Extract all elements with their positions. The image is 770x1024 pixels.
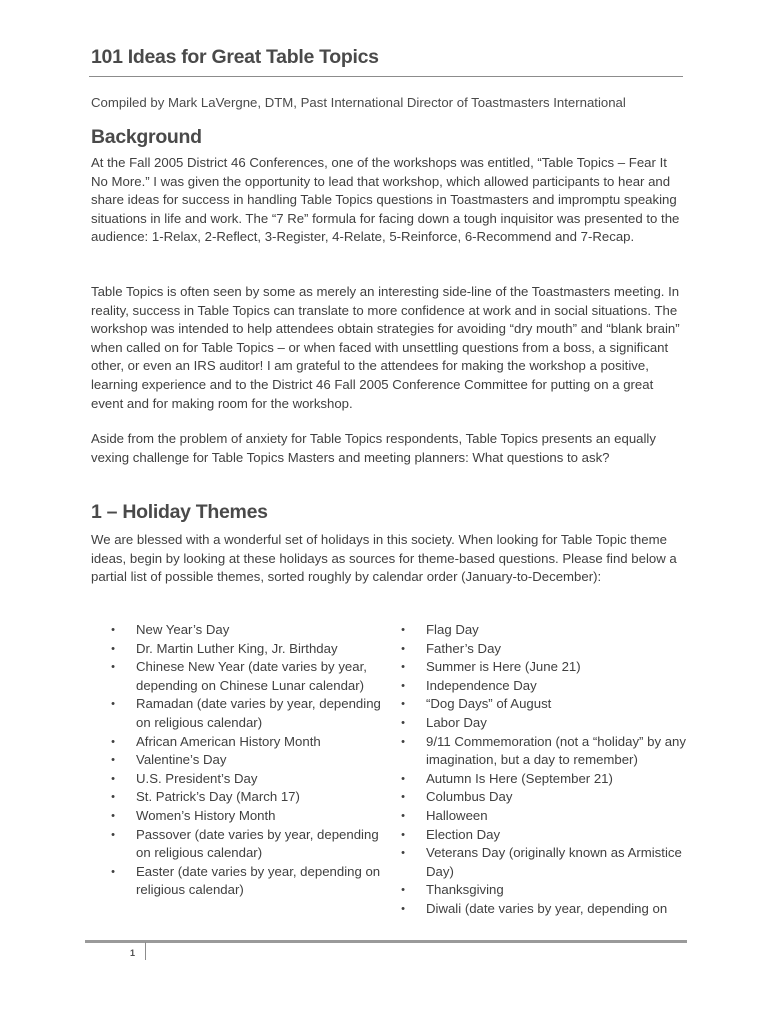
list-item — [398, 714, 690, 733]
holiday-themes-heading: 1 – Holiday Themes — [91, 501, 268, 523]
list-item-text: Diwali (date varies by year, depending on — [426, 900, 668, 916]
page-number: 1 — [130, 948, 136, 958]
list-item-text: 9/11 Commemoration (not a “holiday” by any imagination, but a day to remember) — [426, 733, 686, 768]
bullet-icon: • — [401, 902, 405, 915]
bullet-icon: • — [401, 791, 405, 804]
bullet-icon: • — [111, 828, 115, 841]
list-item-text: Chinese New Year (date varies by year, depending on Chinese Lunar calendar) — [136, 659, 367, 693]
bullet-icon: • — [111, 624, 115, 636]
list-item — [398, 733, 690, 770]
bullet-icon: • — [401, 716, 405, 729]
footer-tick-mark — [145, 942, 146, 960]
list-item — [398, 881, 690, 900]
title-divider — [89, 76, 683, 77]
bullet-icon: • — [401, 698, 405, 711]
background-paragraph-3: Aside from the problem of anxiety for Table Topics respondents, Table Topics presents an equally vexing challenge for Table Topics Masters and meeting planners: What questions to ask? — [91, 431, 656, 465]
list-item-text: Thanksgiving — [426, 882, 504, 898]
holiday-list-left — [108, 621, 388, 900]
list-item-text: Passover (date varies by year, depending on religious calendar) — [136, 826, 379, 861]
list-item-text: “Dog Days” of August — [426, 696, 552, 712]
list-item — [398, 788, 690, 807]
bullet-icon: • — [111, 735, 115, 748]
list-item — [398, 640, 690, 659]
list-item-text: St. Patrick’s Day (March 17) — [136, 789, 300, 805]
bullet-icon: • — [111, 754, 115, 767]
list-item — [108, 751, 388, 770]
list-item-text: Dr. Martin Luther King, Jr. Birthday — [136, 640, 338, 656]
bullet-icon: • — [111, 865, 115, 878]
bullet-icon: • — [401, 642, 405, 655]
compiled-by-line: Compiled by Mark LaVergne, DTM, Past International Director of Toastmasters International — [91, 95, 626, 110]
bullet-icon: • — [111, 791, 115, 804]
list-item-text: Valentine’s Day — [136, 752, 227, 768]
bullet-icon: • — [401, 735, 405, 748]
list-item — [398, 621, 690, 640]
list-item — [398, 844, 690, 881]
list-item — [398, 658, 690, 677]
list-item — [108, 863, 388, 900]
bullet-icon: • — [401, 661, 405, 674]
list-item-text: Halloween — [426, 807, 488, 823]
bullet-icon: • — [401, 772, 405, 785]
list-item-text: Veterans Day (originally known as Armistice Day) — [426, 845, 682, 879]
list-item — [398, 826, 690, 845]
list-item-text: Women’s History Month — [136, 807, 276, 823]
list-item-text: Columbus Day — [426, 789, 513, 805]
list-item-text: Summer is Here (June 21) — [426, 659, 581, 675]
bullet-icon: • — [401, 847, 405, 860]
list-item-text: Election Day — [426, 826, 501, 842]
list-item — [108, 695, 388, 732]
holiday-themes-intro: We are blessed with a wonderful set of holidays in this society. When looking for Table Topic theme ideas, begin by looking at these holidays as sources for theme-based questions. Please find below a partial list of possible themes, sorted roughly by calendar order (January-to-December): — [91, 532, 677, 585]
list-item — [108, 807, 388, 826]
list-item — [108, 826, 388, 863]
list-item — [398, 807, 690, 826]
list-item-text: Autumn Is Here (September 21) — [426, 770, 613, 786]
list-item — [108, 733, 388, 752]
background-paragraph-1: At the Fall 2005 District 46 Conferences, one of the workshops was entitled, “Table Topics – Fear It No More.” I was given the opportunity to lead that workshop, which allowed participants to hear and share ideas for success in handling Table Topics questions in Toastmasters and impromptu speaking situations in life and work. The “7 Re” formula for facing down a tough inquisitor was presented to the audience: 1-Relax, 2-Reflect, 3-Register, 4-Relate, 5-Reinforce, 6-Recommend and 7-Recap. — [91, 155, 680, 245]
list-item-text: New Year’s Day — [136, 622, 230, 637]
list-item — [108, 788, 388, 807]
list-item-text: African American History Month — [136, 733, 321, 749]
bullet-icon: • — [401, 828, 405, 841]
holiday-list-right — [398, 621, 690, 919]
list-item-text: Easter (date varies by year, depending on religious calendar) — [136, 863, 381, 898]
list-item-text: Flag Day — [426, 622, 479, 637]
list-item — [398, 677, 690, 696]
list-item — [108, 621, 388, 640]
bullet-icon: • — [401, 884, 405, 897]
list-item-text: Independence Day — [426, 677, 537, 693]
list-item-text: U.S. President’s Day — [136, 770, 258, 786]
list-item — [108, 770, 388, 789]
page-title: 101 Ideas for Great Table Topics — [91, 46, 379, 68]
bullet-icon: • — [111, 772, 115, 785]
bullet-icon: • — [401, 679, 405, 692]
bullet-icon: • — [111, 661, 115, 674]
list-item — [398, 695, 690, 714]
list-item — [398, 770, 690, 789]
bullet-icon: • — [401, 624, 405, 636]
list-item-text: Labor Day — [426, 714, 487, 730]
background-paragraph-2: Table Topics is often seen by some as merely an interesting side-line of the Toastmasters meeting. In reality, success in Table Topics can translate to more confidence at work and in social situations. The workshop was intended to help attendees obtain strategies for avoiding “dry mouth” and “blank brain” when called on for Table Topics – or when faced with unsettling questions from a boss, a significant other, or even an IRS auditor! I am grateful to the attendees for making the workshop a positive, learning experience and to the District 46 Fall 2005 Conference Committee for putting on a great event and for making room for the workshop. — [91, 284, 680, 411]
list-item-text: Ramadan (date varies by year, depending on religious calendar) — [136, 696, 381, 730]
bullet-icon: • — [401, 809, 405, 822]
list-item-text: Father’s Day — [426, 640, 502, 656]
list-item — [398, 900, 690, 919]
bullet-icon: • — [111, 809, 115, 822]
list-item — [108, 658, 388, 695]
bullet-icon: • — [111, 698, 115, 711]
list-item — [108, 640, 388, 659]
background-heading: Background — [91, 126, 202, 148]
footer-divider — [85, 940, 687, 943]
bullet-icon: • — [111, 642, 115, 655]
